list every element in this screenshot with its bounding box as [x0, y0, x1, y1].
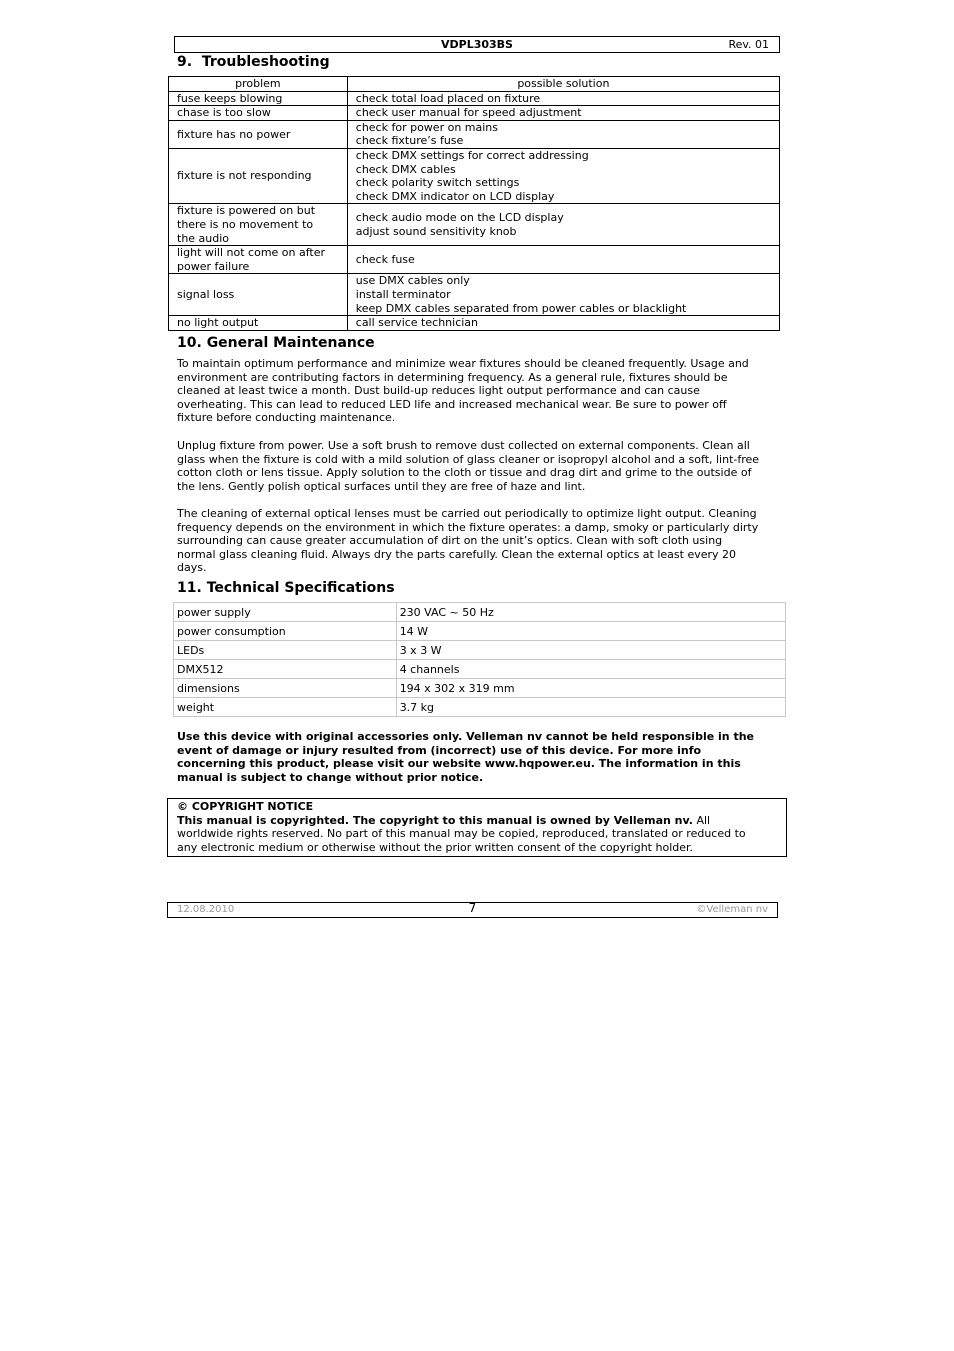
section-title: General Maintenance: [206, 335, 375, 351]
problem-text: the audio: [177, 231, 230, 245]
section-number: 9.: [177, 54, 193, 70]
section-number: 11.: [177, 580, 202, 596]
section-11-heading: [177, 580, 395, 596]
troubleshooting-table: [168, 76, 780, 331]
problem-text: power failure: [177, 259, 250, 273]
solution-text: use DMX cables only: [355, 274, 470, 288]
text-line: frequency depends on the environment in which the fixture operates: a damp, smoky or particularly dirty: [177, 520, 759, 534]
solution-text: call service technician: [355, 316, 479, 330]
solution-text: adjust sound sensitivity knob: [355, 224, 517, 238]
solution-text: check user manual for speed adjustment: [355, 106, 582, 120]
text-line: environment are contributing factors in determining frequency. As a general rule, fixtures should be: [177, 370, 728, 384]
text-line: The cleaning of external optical lenses must be carried out periodically to optimize light output. Cleaning: [177, 507, 757, 520]
spec-row: [174, 660, 786, 679]
specifications-table: [173, 602, 786, 717]
spec-value: 3 x 3 W: [396, 641, 785, 660]
text-line: normal glass cleaning fluid. Always dry the parts carefully. Clean the external optics at least every 20: [177, 547, 737, 561]
solution-text: check for power on mains: [355, 120, 498, 134]
text-line: overheating. This can lead to reduced LED life and increased mechanical wear. Be sure to power off: [177, 397, 727, 411]
solution-text: install terminator: [355, 287, 451, 301]
text-line: fixture before conducting maintenance.: [177, 411, 396, 425]
solution-cell: [347, 274, 779, 316]
copyright-rest: All: [692, 813, 711, 827]
table-row: [169, 148, 780, 203]
solution-text: check audio mode on the LCD display: [355, 211, 564, 225]
solution-cell: [347, 148, 779, 203]
model-number: VDPL303BS: [441, 38, 513, 51]
section-title: Technical Specifications: [206, 580, 395, 596]
solution-text: check DMX cables: [355, 162, 456, 176]
solution-text: check DMX indicator on LCD display: [355, 189, 555, 203]
table-row: [169, 204, 780, 246]
section-title: Troubleshooting: [201, 54, 330, 70]
problem-cell: [169, 120, 348, 148]
solution-text: check polarity switch settings: [355, 176, 520, 190]
section-number: 10.: [177, 335, 202, 351]
text-line: event of damage or injury resulted from (incorrect) use of this device. For more info: [177, 743, 702, 757]
text-line: glass when the fixture is cold with a mild solution of glass cleaner or isopropyl alcohol and a soft, lint-free: [177, 452, 760, 466]
spec-row: [174, 622, 786, 641]
revision: Rev. 01: [728, 38, 769, 51]
section-9-heading: [177, 54, 330, 70]
spec-row: [174, 641, 786, 660]
solution-text: check total load placed on fixture: [355, 91, 541, 105]
footer-owner: ©Velleman nv: [696, 904, 768, 915]
text-line: days.: [177, 561, 207, 575]
text-line: the lens. Gently polish optical surfaces until they are free of haze and lint.: [177, 479, 586, 493]
maintenance-paragraph: [177, 357, 779, 425]
solution-cell: [347, 106, 779, 121]
copyright-bold-lead: This manual is copyrighted. The copyright to this manual is owned by Velleman nv.: [177, 813, 693, 827]
text-line: concerning this product, please visit our website www.hqpower.eu. The information in this: [177, 757, 741, 771]
column-header: possible solution: [347, 77, 779, 92]
spec-value: 194 x 302 x 319 mm: [396, 679, 785, 698]
text-line: worldwide rights reserved. No part of this manual may be copied, reproduced, translated or reduced to: [177, 827, 746, 841]
page-header: [174, 36, 780, 53]
table-row: [169, 106, 780, 121]
problem-text: no light output: [177, 316, 259, 330]
text-line: manual is subject to change without prior notice.: [177, 770, 484, 784]
solution-cell: [347, 316, 779, 331]
page-number: 7: [468, 901, 477, 915]
copyright-box: [167, 798, 787, 857]
solution-text: check fuse: [355, 252, 415, 266]
table-row: [169, 91, 780, 106]
copyright-heading: © COPYRIGHT NOTICE: [177, 800, 314, 813]
problem-text: signal loss: [177, 287, 235, 301]
table-header-row: [169, 77, 780, 92]
spec-row: [174, 698, 786, 717]
text-line: any electronic medium or otherwise without the prior written consent of the copyright holder.: [177, 840, 694, 854]
problem-cell: [169, 246, 348, 274]
text-line: cleaned at least twice a month. Dust build-up reduces light output performance and can cause: [177, 384, 700, 398]
problem-text: fixture has no power: [177, 127, 291, 141]
problem-cell: [169, 91, 348, 106]
text-line: cotton cloth or lens tissue. Apply solution to the cloth or tissue and drag dirt and grime to the outside of: [177, 466, 752, 480]
spec-label: DMX512: [174, 660, 397, 679]
maintenance-paragraph: [177, 507, 779, 575]
spec-label: weight: [174, 698, 397, 717]
table-row: [169, 120, 780, 148]
solution-cell: [347, 91, 779, 106]
solution-cell: [347, 246, 779, 274]
copyright-first-line: [177, 814, 777, 828]
problem-text: fixture is not responding: [177, 169, 312, 183]
problem-cell: [169, 316, 348, 331]
spec-label: power supply: [174, 603, 397, 622]
spec-row: [174, 603, 786, 622]
solution-text: check fixture’s fuse: [355, 134, 464, 148]
table-row: [169, 316, 780, 331]
spec-value: 3.7 kg: [396, 698, 785, 717]
problem-text: fuse keeps blowing: [177, 91, 283, 105]
text-line: Use this device with original accessories only. Velleman nv cannot be held responsible in the: [177, 730, 754, 743]
problem-cell: [169, 106, 348, 121]
problem-text: there is no movement to: [177, 217, 314, 231]
text-line: To maintain optimum performance and minimize wear fixtures should be cleaned frequently. Usage and: [177, 357, 749, 370]
problem-cell: [169, 148, 348, 203]
spec-value: 4 channels: [396, 660, 785, 679]
spec-row: [174, 679, 786, 698]
problem-text: chase is too slow: [177, 106, 271, 120]
spec-value: 230 VAC ~ 50 Hz: [396, 603, 785, 622]
solution-text: keep DMX cables separated from power cables or blacklight: [355, 301, 687, 315]
solution-cell: [347, 204, 779, 246]
spec-value: 14 W: [396, 622, 785, 641]
problem-text: light will not come on after: [177, 246, 326, 260]
spec-label: LEDs: [174, 641, 397, 660]
text-line: surrounding can cause greater accumulation of dirt on the unit’s optics. Clean with soft cloth using: [177, 534, 723, 548]
section-10-heading: [177, 335, 375, 351]
table-row: [169, 274, 780, 316]
page-footer: [167, 902, 778, 918]
spec-label: power consumption: [174, 622, 397, 641]
accessories-notice: [177, 730, 779, 784]
spec-label: dimensions: [174, 679, 397, 698]
problem-cell: [169, 274, 348, 316]
table-row: [169, 246, 780, 274]
solution-text: check DMX settings for correct addressing: [355, 148, 589, 162]
problem-text: fixture is powered on but: [177, 204, 316, 218]
problem-cell: [169, 204, 348, 246]
footer-date: 12.08.2010: [177, 904, 235, 915]
maintenance-paragraph: [177, 439, 779, 493]
column-header: problem: [169, 77, 348, 92]
solution-cell: [347, 120, 779, 148]
text-line: Unplug fixture from power. Use a soft brush to remove dust collected on external components. Clean all: [177, 439, 750, 452]
